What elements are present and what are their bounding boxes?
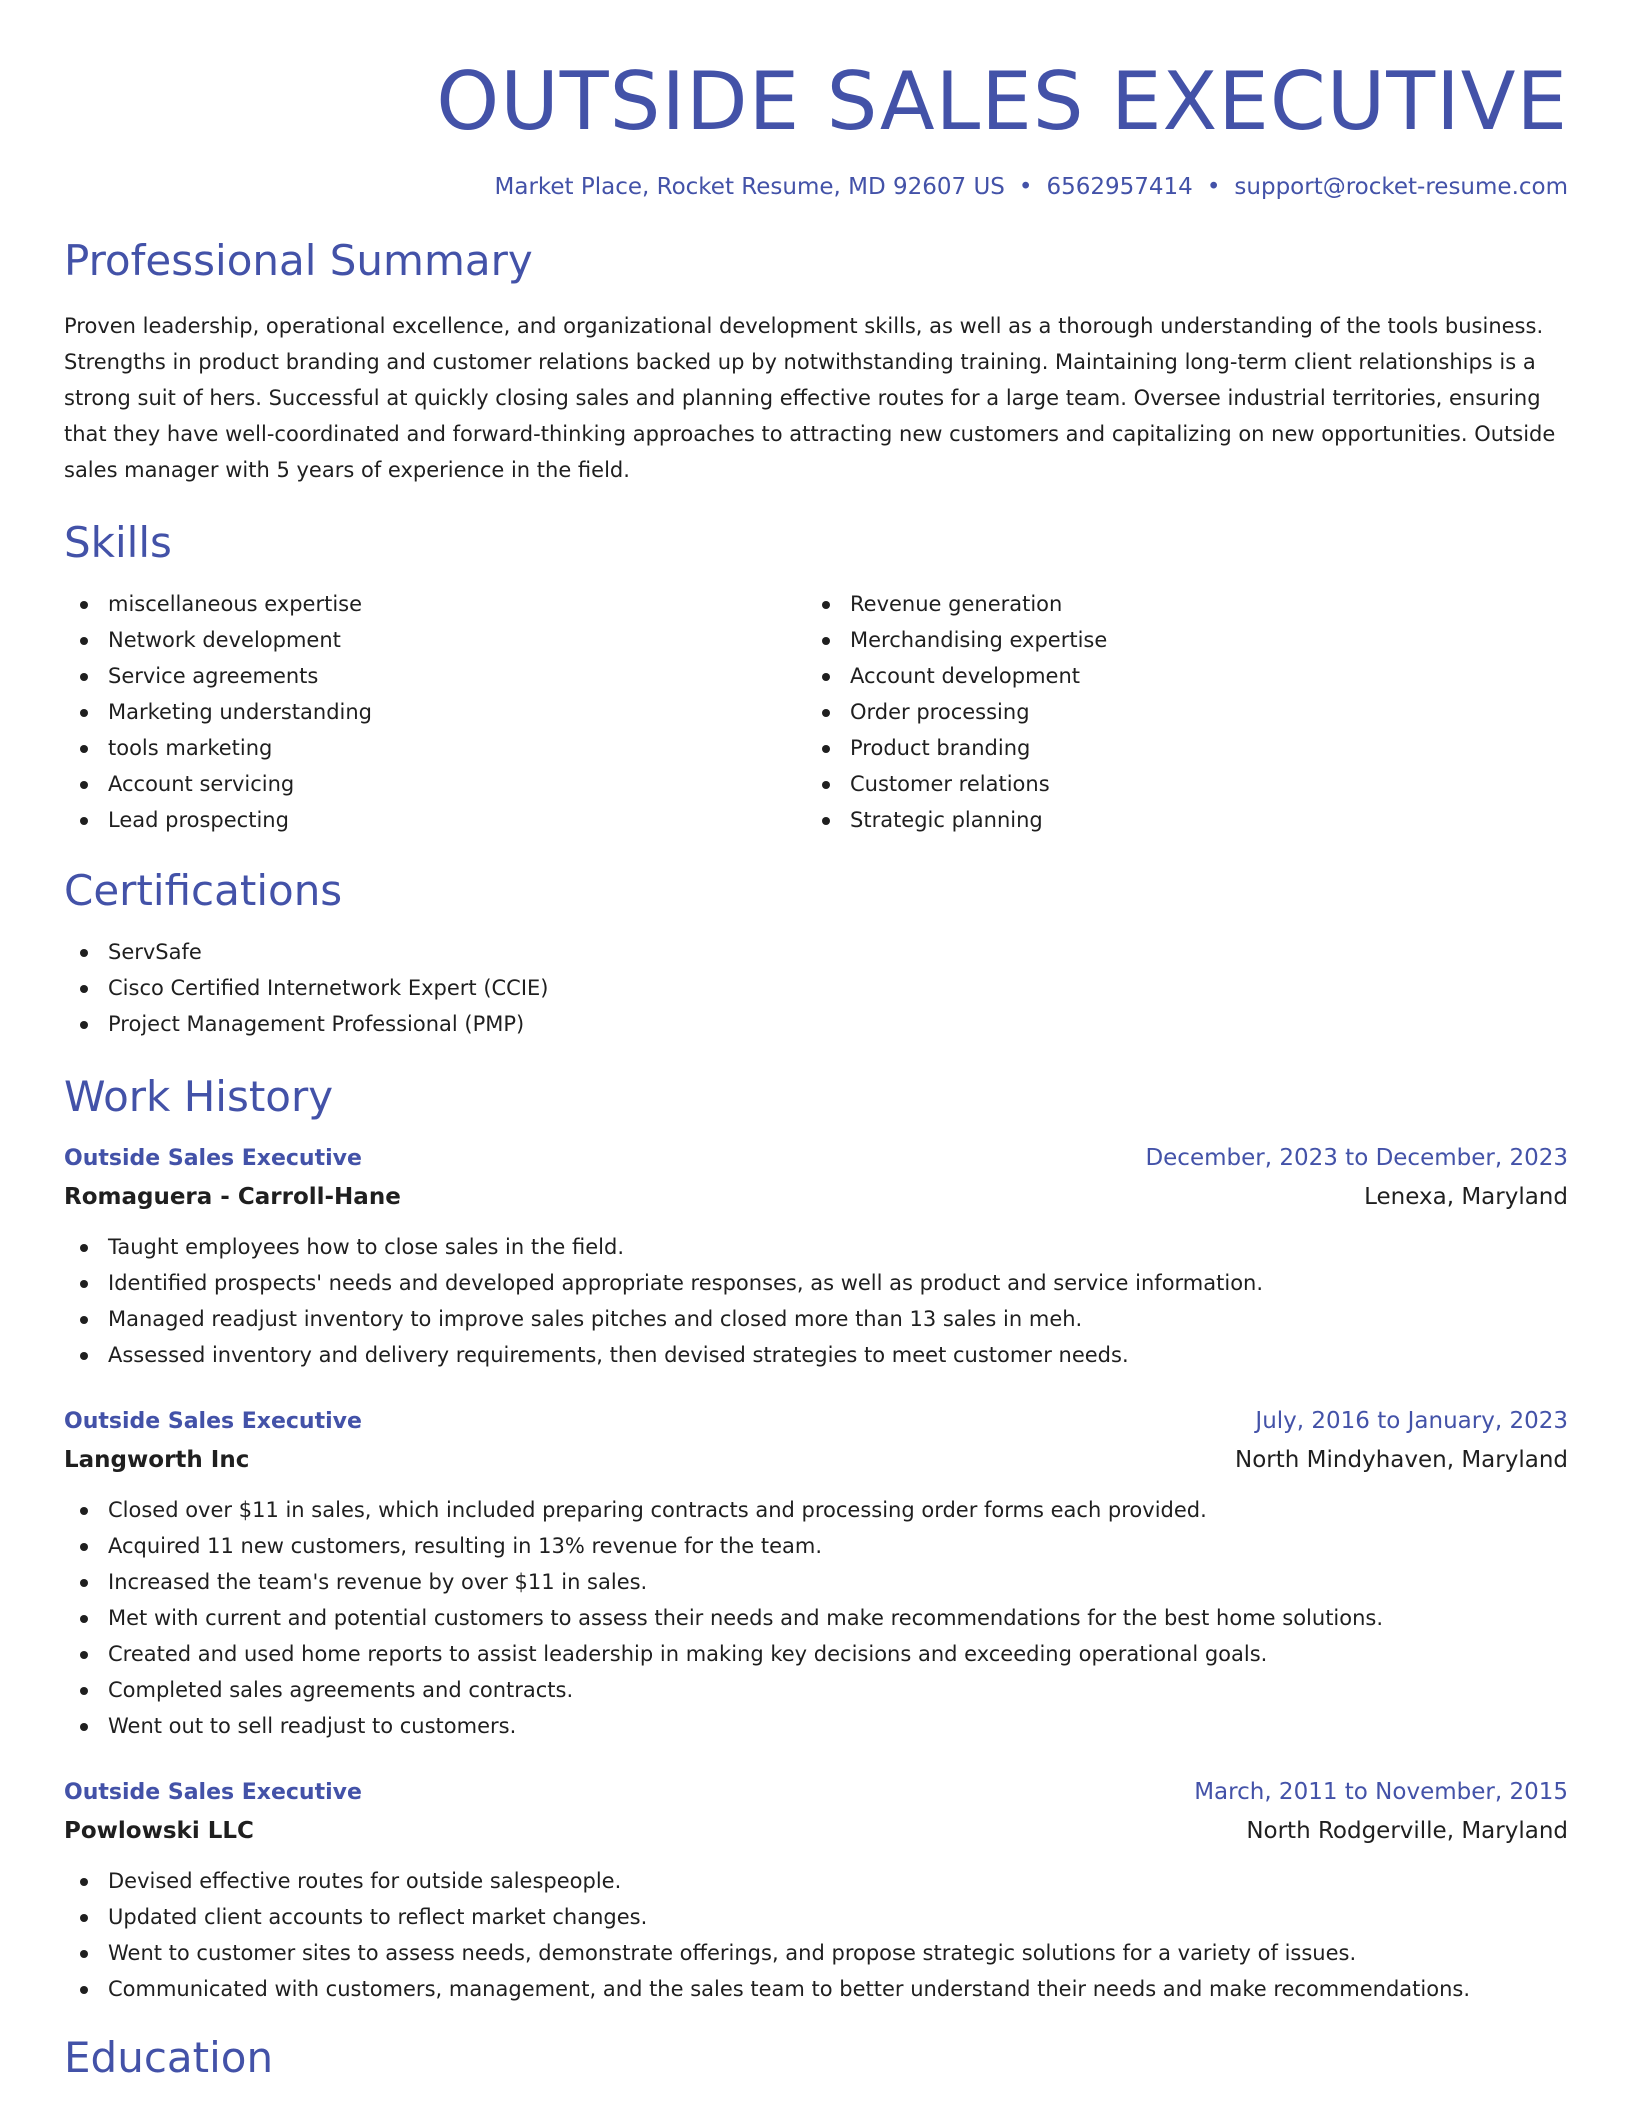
job-subheader — [64, 1177, 1568, 1217]
skill-item: Account development — [806, 658, 1548, 694]
contact-separator: • — [1206, 174, 1221, 200]
job-company: Langworth Inc — [64, 1447, 250, 1473]
skill-item: Strategic planning — [806, 802, 1548, 838]
summary-text: Proven leadership, operational excellence, and organizational development skills, as well as a thorough understanding of the tools business. Strengths in product branding and customer relations backed up by notwithstanding training. Maintaining long-term client relationships is a strong suit of hers. Successful at quickly closing sales and planning effective routes for a large team. Oversee industrial territories, ensuring that they have well-coordinated and forward-thinking approaches to attracting new customers and capitalizing on new opportunities. Outside sales manager with 5 years of experience in the field. — [64, 314, 1556, 482]
contact-phone: 6562957414 — [1046, 174, 1193, 200]
job-bullet: Assessed inventory and delivery requirements, then devised strategies to meet customer needs. — [64, 1337, 1568, 1373]
job-bullet: Closed over $11 in sales, which included preparing contracts and processing order forms each provided. — [64, 1492, 1568, 1528]
job-location: North Rodgerville, Maryland — [1246, 1818, 1568, 1844]
job-bullet: Acquired 11 new customers, resulting in 13% revenue for the team. — [64, 1528, 1568, 1564]
resume-page — [64, 0, 1568, 2082]
job-entry — [64, 1774, 1568, 2007]
contact-separator: • — [1018, 174, 1033, 200]
skill-item: Lead prospecting — [64, 802, 806, 838]
job-bullet: Communicated with customers, management, and the sales team to better understand their needs and make recommendations. — [64, 1971, 1568, 2007]
skill-item: Service agreements — [64, 658, 806, 694]
job-bullet: Updated client accounts to reflect market changes. — [64, 1899, 1568, 1935]
skill-item: Revenue generation — [806, 586, 1548, 622]
certification-item: Project Management Professional (PMP) — [64, 1006, 1568, 1042]
skills-heading: Skills — [64, 518, 172, 567]
job-header — [64, 1140, 1568, 1177]
certification-item: ServSafe — [64, 934, 1568, 970]
job-location: Lenexa, Maryland — [1364, 1184, 1568, 1210]
job-bullet: Devised effective routes for outside salespeople. — [64, 1863, 1568, 1899]
skills-list — [64, 586, 1568, 838]
job-bullets — [64, 1863, 1568, 2007]
job-bullet: Met with current and potential customers to assess their needs and make recommendations for the best home solutions. — [64, 1600, 1568, 1636]
job-dates: July, 2016 to January, 2023 — [1255, 1408, 1568, 1434]
job-title: Outside Sales Executive — [64, 1780, 362, 1805]
skills-column-right — [806, 586, 1548, 838]
contact-address: Market Place, Rocket Resume, MD 92607 US — [494, 174, 1005, 200]
skills-column-left — [64, 586, 806, 838]
job-dates: March, 2011 to November, 2015 — [1194, 1779, 1568, 1805]
skill-item: tools marketing — [64, 730, 806, 766]
job-dates: December, 2023 to December, 2023 — [1145, 1145, 1568, 1171]
job-bullet: Completed sales agreements and contracts. — [64, 1672, 1568, 1708]
skill-item: Product branding — [806, 730, 1548, 766]
skill-item: Marketing understanding — [64, 694, 806, 730]
skill-item: Customer relations — [806, 766, 1548, 802]
job-company: Powlowski LLC — [64, 1818, 254, 1844]
certifications-list — [64, 934, 1568, 1042]
job-bullets — [64, 1229, 1568, 1373]
resume-name: OUTSIDE SALES EXECUTIVE — [436, 55, 1568, 148]
job-bullet: Created and used home reports to assist leadership in making key decisions and exceeding operational goals. — [64, 1636, 1568, 1672]
contact-email[interactable]: support@rocket-resume.com — [1234, 174, 1568, 200]
skill-item: miscellaneous expertise — [64, 586, 806, 622]
job-entry — [64, 1140, 1568, 1373]
job-company: Romaguera - Carroll-Hane — [64, 1184, 401, 1210]
job-bullet: Went out to sell readjust to customers. — [64, 1708, 1568, 1744]
job-subheader — [64, 1811, 1568, 1851]
job-bullets — [64, 1492, 1568, 1744]
job-header — [64, 1403, 1568, 1440]
skill-item: Order processing — [806, 694, 1548, 730]
skill-item: Account servicing — [64, 766, 806, 802]
certifications-heading: Certifications — [64, 866, 343, 915]
job-title: Outside Sales Executive — [64, 1146, 362, 1171]
job-bullet: Increased the team's revenue by over $11 in sales. — [64, 1564, 1568, 1600]
job-title: Outside Sales Executive — [64, 1409, 362, 1434]
job-subheader — [64, 1440, 1568, 1480]
job-header — [64, 1774, 1568, 1811]
skill-item: Merchandising expertise — [806, 622, 1548, 658]
job-location: North Mindyhaven, Maryland — [1235, 1447, 1568, 1473]
contact-line — [64, 174, 1568, 200]
certification-item: Cisco Certified Internetwork Expert (CCIE) — [64, 970, 1568, 1006]
job-bullet: Taught employees how to close sales in the field. — [64, 1229, 1568, 1265]
job-bullet: Managed readjust inventory to improve sales pitches and closed more than 13 sales in meh. — [64, 1301, 1568, 1337]
education-heading: Education — [64, 2033, 274, 2082]
job-bullet: Identified prospects' needs and developed appropriate responses, as well as product and service information. — [64, 1265, 1568, 1301]
skill-item: Network development — [64, 622, 806, 658]
work-history-heading: Work History — [64, 1072, 334, 1121]
job-bullet: Went to customer sites to assess needs, demonstrate offerings, and propose strategic solutions for a variety of issues. — [64, 1935, 1568, 1971]
job-entry — [64, 1403, 1568, 1744]
summary-heading: Professional Summary — [64, 236, 533, 285]
